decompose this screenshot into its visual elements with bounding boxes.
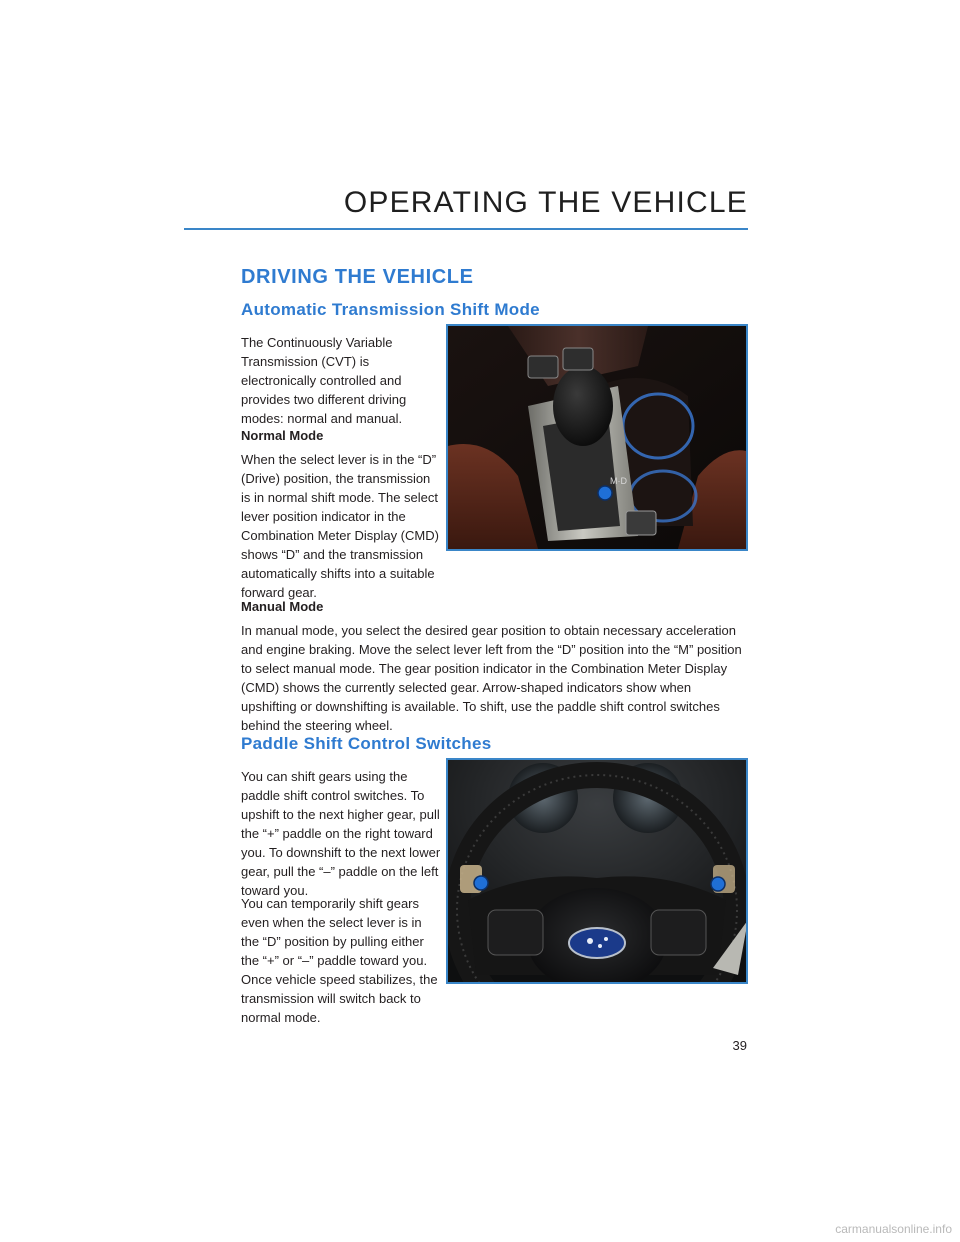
page-number: 39 (732, 1038, 747, 1053)
automatic-intro-text: The Continuously Variable Transmission (CVT) is electronically controlled and provides two different driving modes: normal and manual. (241, 335, 407, 426)
manual-mode-text: In manual mode, you select the desired gear position to obtain necessary acceleration and engine braking. Move the select lever left from the “D” position into the “M” position to select manual mode. The gear position indicator in the Combination Meter Display (CMD) shows the currently selected gear. Arrow-shaped indicators show when upshifting or downshifting is available. To shift, use the paddle shift control switches behind the steering wheel. (241, 623, 742, 733)
manual-mode-label: Manual Mode (241, 599, 324, 614)
paddle-shift-text-2: You can temporarily shift gears even when the select lever is in the “D” position by pulling either the “+” or “–” paddle toward you. Once vehicle speed stabilizes, the transmission will switch back to normal mode. (241, 896, 438, 1025)
watermark-text: carmanualsonline.info (835, 1222, 952, 1236)
normal-mode-text: When the select lever is in the “D” (Drive) position, the transmission is in normal shift mode. The select lever position indicator in the Combination Meter Display (CMD) shows “D” and the transmission automatically shifts into a suitable forward gear. (241, 452, 439, 600)
shift-lever-illustration (448, 326, 746, 549)
normal-mode-label: Normal Mode (241, 428, 324, 443)
upshift-paddle-callout (711, 877, 725, 891)
shifter-callout-dot (598, 486, 612, 500)
shifter-gate-label: M·D (610, 476, 627, 486)
shift-lever-photo (446, 324, 748, 551)
downshift-paddle-callout (474, 876, 488, 890)
steering-wheel-photo (446, 758, 748, 984)
page-header-title: OPERATING THE VEHICLE (343, 186, 748, 219)
steering-wheel-illustration (448, 760, 746, 982)
paddle-shift-text-1: You can shift gears using the paddle shift control switches. To upshift to the next higher gear, pull the “+” paddle on the right toward you. To downshift to the next lower gear, pull the “–” paddle on the left toward you. (241, 769, 441, 898)
automatic-transmission-heading: Automatic Transmission Shift Mode (241, 300, 540, 319)
section-title: DRIVING THE VEHICLE (241, 266, 474, 288)
paddle-shift-heading: Paddle Shift Control Switches (241, 734, 492, 753)
header-divider (184, 228, 748, 230)
